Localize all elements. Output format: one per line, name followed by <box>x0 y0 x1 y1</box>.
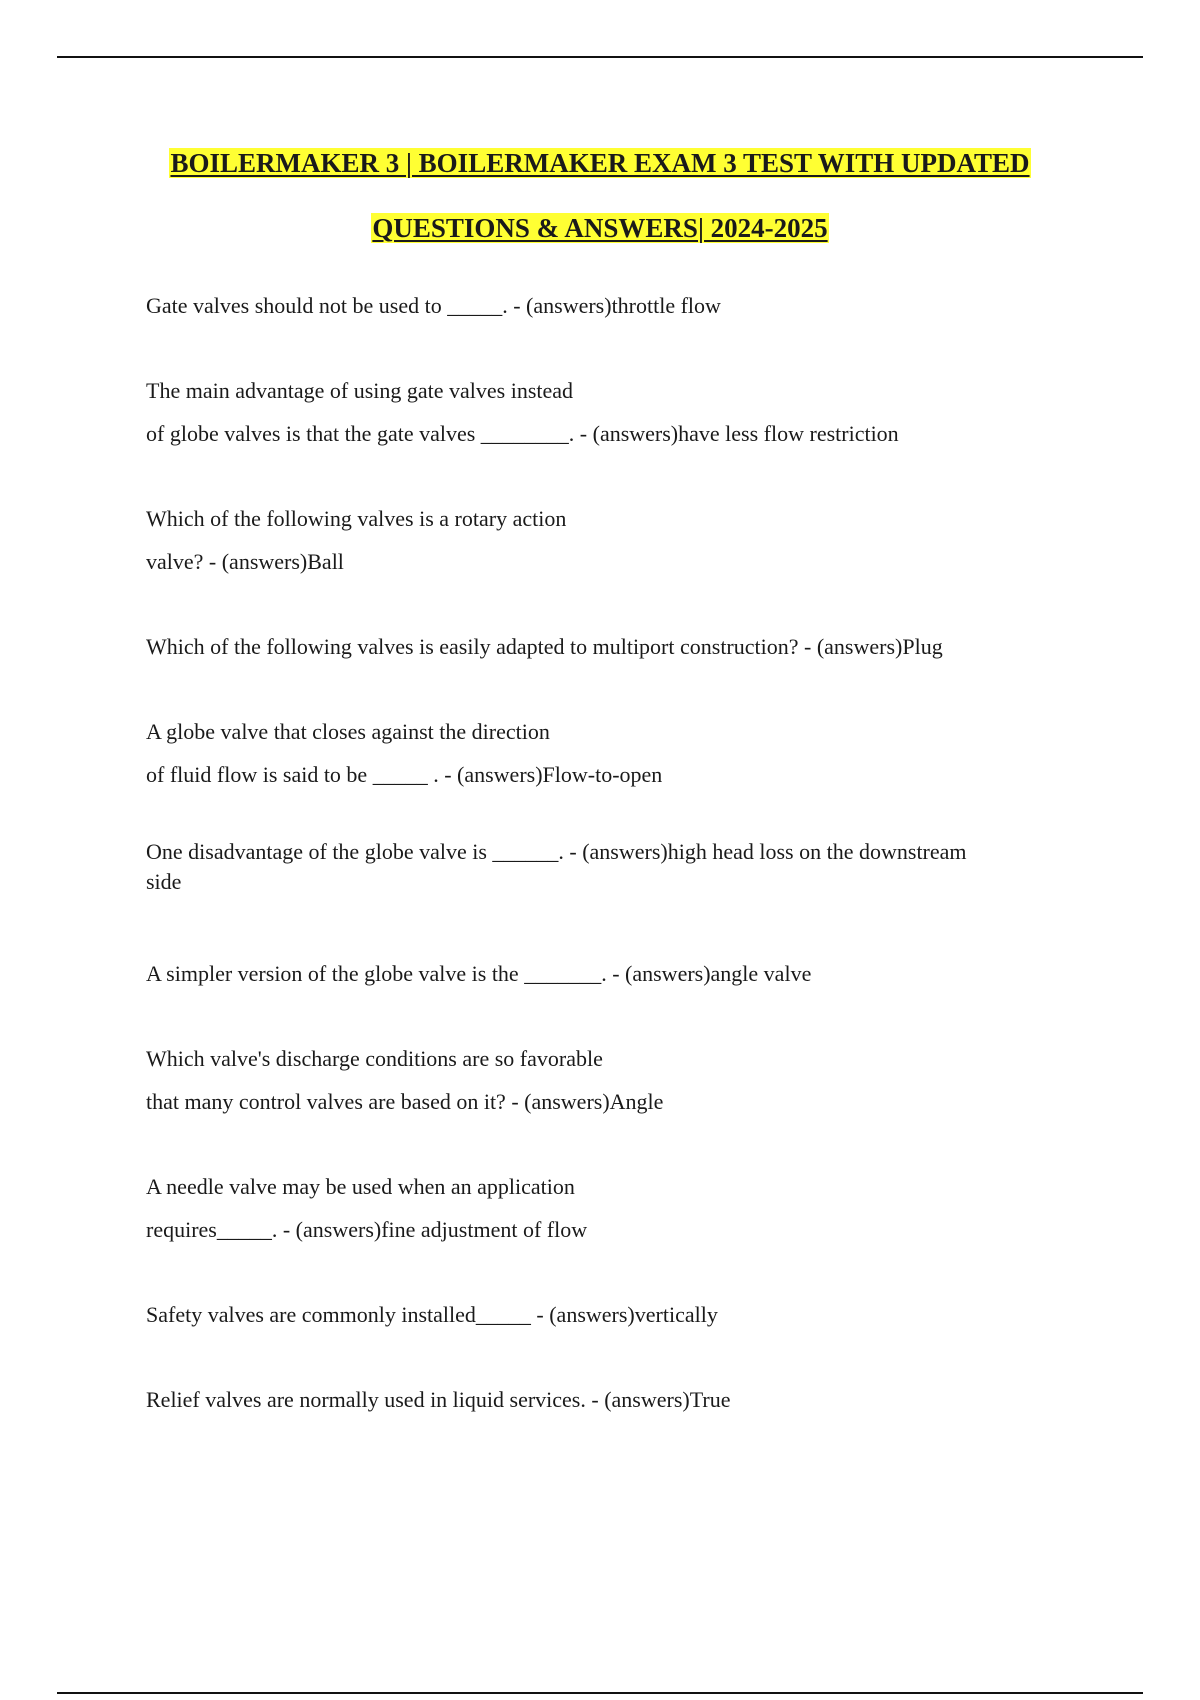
qa-line: A globe valve that closes against the direction <box>146 719 550 744</box>
qa-line: requires_____. - (answers)fine adjustment of flow <box>146 1217 588 1242</box>
title-line-1-text: BOILERMAKER 3 | BOILERMAKER EXAM 3 TEST WITH UPDATED <box>170 148 1030 178</box>
qa-item <box>146 284 1066 327</box>
qa-list <box>146 284 1066 1463</box>
qa-line: One disadvantage of the globe valve is ______. - (answers)high head loss on the downstream <box>146 839 967 864</box>
qa-line: side <box>146 869 182 894</box>
qa-line: Safety valves are commonly installed_____ - (answers)vertically <box>146 1302 718 1327</box>
qa-item <box>146 1378 1066 1421</box>
qa-item <box>146 1165 1066 1251</box>
qa-item <box>146 710 1066 796</box>
qa-line: of globe valves is that the gate valves ________. - (answers)have less flow restriction <box>146 421 899 446</box>
qa-item <box>146 952 1066 995</box>
document-title-line-2 <box>0 211 1200 245</box>
qa-item <box>146 1293 1066 1336</box>
bottom-rule <box>57 1692 1143 1694</box>
qa-line: valve? - (answers)Ball <box>146 549 344 574</box>
qa-line: of fluid flow is said to be _____ . - (answers)Flow-to-open <box>146 762 663 787</box>
qa-line: Which of the following valves is easily adapted to multiport construction? - (answers)Plug <box>146 634 943 659</box>
qa-line: A simpler version of the globe valve is the _______. - (answers)angle valve <box>146 961 812 986</box>
qa-line: Which valve's discharge conditions are so favorable <box>146 1046 603 1071</box>
title-line-2-text: QUESTIONS & ANSWERS| 2024-2025 <box>372 213 828 243</box>
qa-line: Relief valves are normally used in liquid services. - (answers)True <box>146 1387 731 1412</box>
qa-line: that many control valves are based on it? - (answers)Angle <box>146 1089 664 1114</box>
top-rule <box>57 56 1143 58</box>
qa-item <box>146 369 1066 455</box>
qa-item <box>146 1037 1066 1123</box>
document-title-line-1 <box>0 146 1200 180</box>
qa-item <box>146 625 1066 668</box>
qa-item <box>146 497 1066 583</box>
qa-item <box>146 837 1066 897</box>
qa-line: Which of the following valves is a rotary action <box>146 506 567 531</box>
qa-line: The main advantage of using gate valves instead <box>146 378 574 403</box>
qa-line: Gate valves should not be used to _____. - (answers)throttle flow <box>146 293 721 318</box>
qa-line: A needle valve may be used when an application <box>146 1174 575 1199</box>
